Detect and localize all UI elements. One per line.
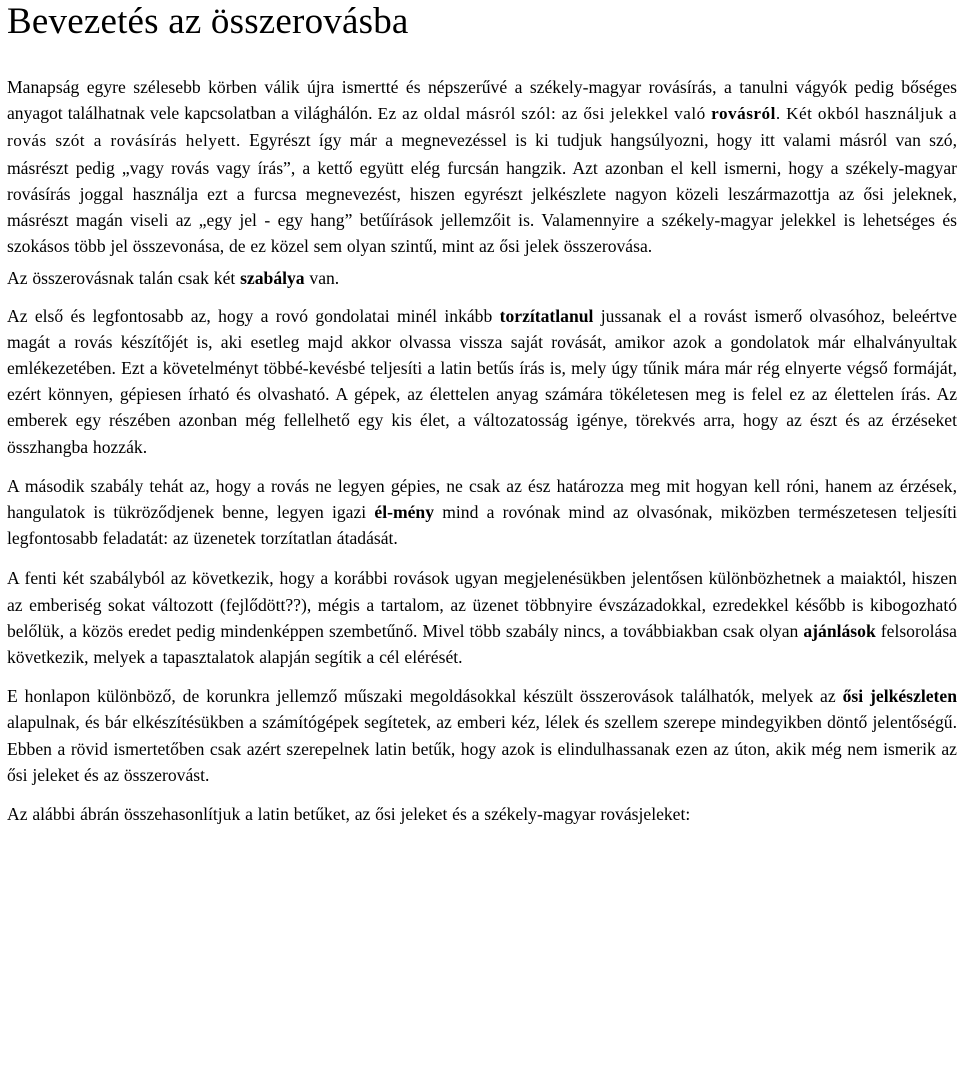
- elmeny-emphasis: él-mény: [374, 502, 434, 523]
- intro-sentence-4: Egyrészt így már a megnevezéssel is ki tudjuk hangsúlyozni, hogy itt valami másról van szó, másrészt pedig „vagy rovás vagy írás”, a kettő együtt elég furcsán hangzik.: [7, 130, 957, 178]
- page-title: Bevezetés az összerovásba: [7, 1, 409, 42]
- intro-sentence-1: Manapság egyre szélesebb körben válik újra ismertté és népszerűvé a székely-magyar rovásírás, a tanulni vágyók pedig bőséges anyagot találhatnak vele kapcsolatban a világhálón.: [7, 77, 957, 124]
- first-rule-paragraph: Az első és legfontosabb az, hogy a rovó gondolatai minél inkább torzítatlanul jussanak el a rovást ismerő olvasóhoz, beleértve magát a rovás készítőjét is, aki esetleg majd akkor olvassa vissza saját rovását, amikor azok a gondolatok már elhalványultak emlékezetében. Ezt a követelményt többé-kevésbé teljesíti a latin betűs írás is, mely úgy tűnik mára már rég elnyerte végső formáját, ezért könnyen, gépiesen írható és olvasható. A gépek, az élettelen anyag számára tökéletesen meg is felel ez az élettelen írás. Az emberek egy részében azonban még fellelhető egy kis élet, a változatosság igénye, törekvés arra, hogy az észt és az érzéseket összhangba hozzák.: [7, 305, 957, 457]
- intro-paragraph: [7, 74, 957, 259]
- second-rule-paragraph: A második szabály tehát az, hogy a rovás ne legyen gépies, ne csak az ész határozza meg mit hogyan kell róni, hanem az érzések, hangulatok is tükröződjenek benne, legyen igazi él-mény mind a rovónak mind az olvasónak, miközben természetesen teljesíti legfontosabb feladatát: az üzenetek torzítatlan átadását.: [7, 475, 957, 549]
- szabalya-emphasis: szabálya: [240, 268, 305, 289]
- intro-sentence-2: Ez az oldal másról szól: az ősi jelekkel való rovásról. Két okból használjuk a rovás szót a rovásírás helyett.: [7, 104, 957, 151]
- intro-sentence-5: Azt azonban el kell ismerni, hogy a székely-magyar rovásírás joggal használja ezt a furcsa megnevezést, hiszen egyrészt jelkészlete nagyon közeli leszármazottja az ősi jeleknek, másrészt magán viseli az „egy jel - egy hang” betűírások jellemzőit is. Valamennyire a székely-magyar jelekkel is lehetséges és szokásos több jel összevonása, de ez közel sem olyan szintű, mint az ősi jelek összerovása.: [7, 157, 958, 257]
- homepage-description-paragraph: E honlapon különböző, de korunkra jellemző műszaki megoldásokkal készült összerovások találhatók, melyek az ősi jelkészleten alapulnak, és bár elkészítésükben a számítógépek segítetek, az emberi kéz, lélek és szellem szerepe mindegyikben döntő jelentőségű. Ebben a rövid ismertetőben csak azért szerepelnek latin betűk, hogy azok is elindulhassanak ezen az úton, akik még nem ismerik az ősi jeleket és az összerovást.: [7, 686, 957, 785]
- rovasrol-emphasis: rovásról: [711, 104, 776, 124]
- document-page: [7, 0, 957, 827]
- consequences-paragraph: A fenti két szabályból az következik, hogy a korábbi rovások ugyan megjelenésükben jelentősen különbözhetnek a maiaktól, hiszen az emberiség sokat változott (fejlődött??), mégis a tartalom, az üzenet többnyire évszázadokkal, ezredekkel később is kibogozható belőlük, a közös eredet pedig mindenképpen szembetűnő. Mivel több szabály nincs, a továbbiakban csak olyan ajánlások felsorolása következik, melyek a tapasztalatok alapján segítik a cél elérését.: [7, 568, 957, 668]
- comparison-intro-paragraph: Az alábbi ábrán összehasonlítjuk a latin betűket, az ősi jeleket és a székely-magyar rovásjeleket:: [7, 804, 691, 825]
- ajanlasok-emphasis: ajánlások: [803, 620, 876, 641]
- rules-intro-paragraph: Az összerovásnak talán csak két szabálya van.: [7, 268, 340, 289]
- osi-jelkeszleten-emphasis: ősi jelkészleten: [842, 686, 957, 707]
- torzitatlanul-emphasis: torzítatlanul: [499, 305, 594, 326]
